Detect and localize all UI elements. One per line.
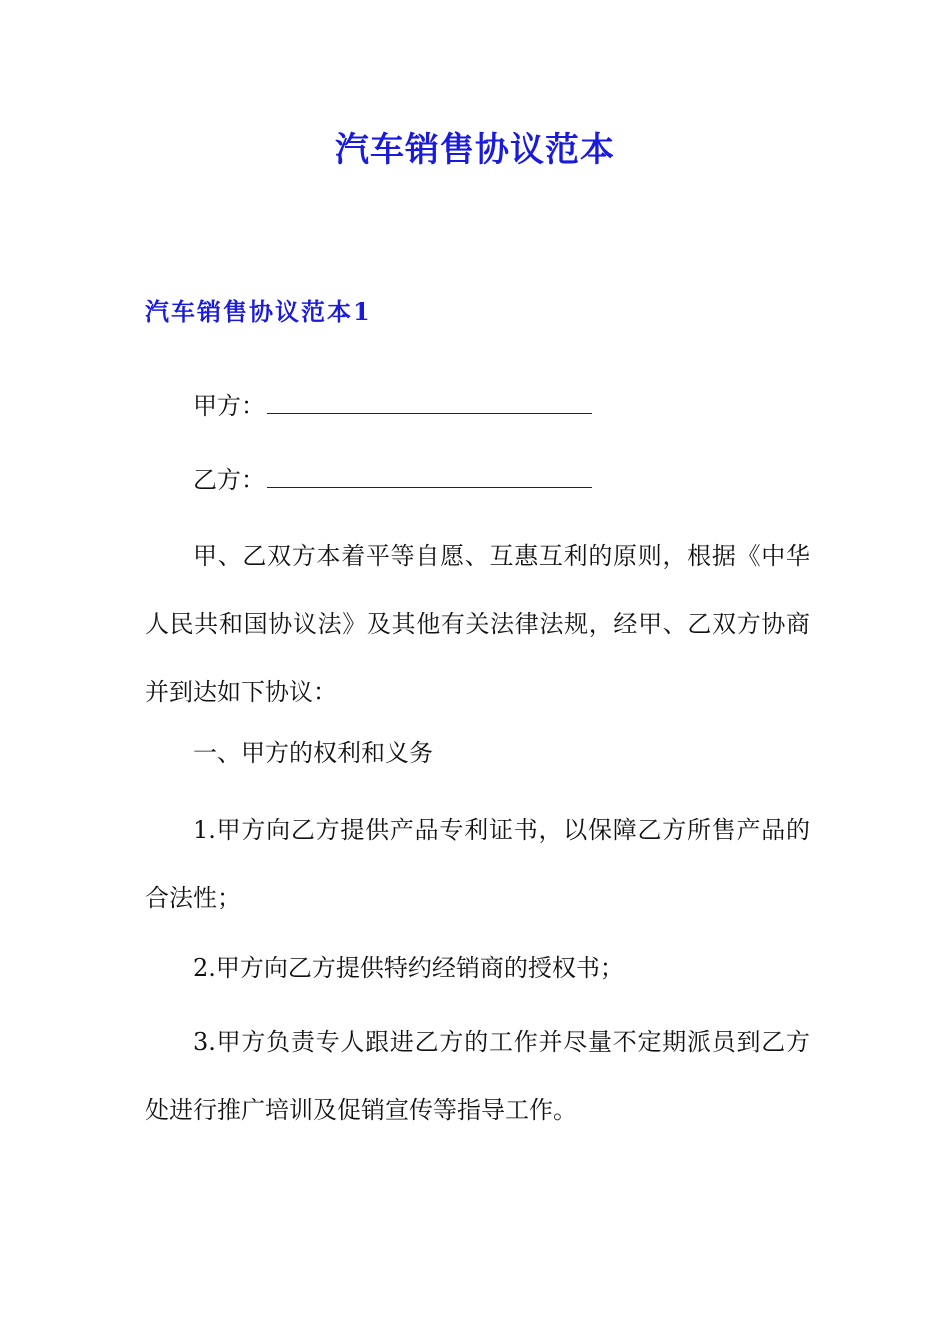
document-title: 汽车销售协议范本 [335,130,615,170]
clause-heading: 一、甲方的权利和义务 [193,739,433,767]
party-a-blank [267,391,592,414]
party-b-line [193,460,592,500]
clause-item-2: 2.甲方向乙方提供特约经销商的授权书； [193,954,624,982]
party-a-label: 甲方： [193,392,265,420]
party-b-blank [267,465,592,488]
intro-paragraph: 甲、乙双方本着平等自愿、互惠互利的原则，根据《中华人民共和国协议法》及其他有关法律法规，经甲、乙双方协商并到达如下协议： [145,542,810,706]
party-a-line [193,386,592,426]
party-b-label: 乙方： [193,466,265,494]
section-title: 汽车销售协议范本1 [145,297,372,326]
clause-item-3: 3.甲方负责专人跟进乙方的工作并尽量不定期派员到乙方处进行推广培训及促销宣传等指导工作。 [145,1028,810,1124]
clause-item-1: 1.甲方向乙方提供产品专利证书，以保障乙方所售产品的合法性； [145,816,810,912]
